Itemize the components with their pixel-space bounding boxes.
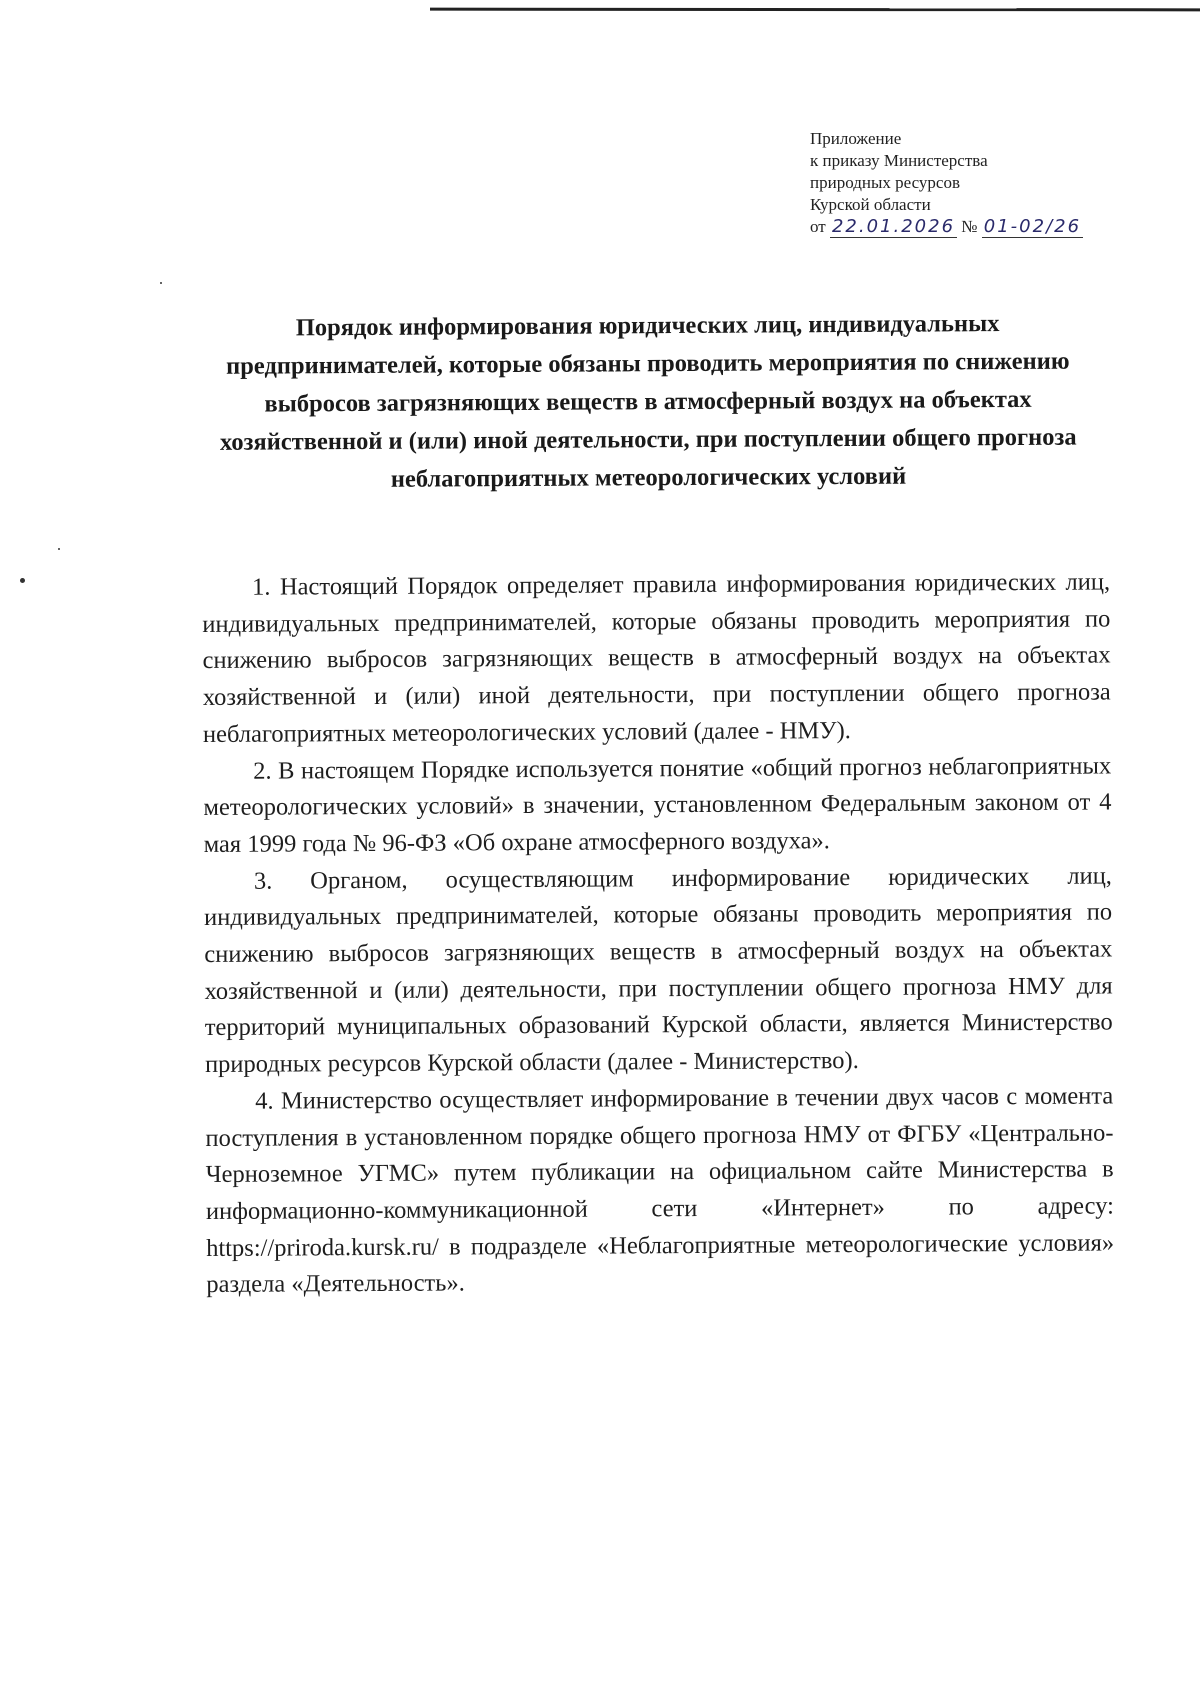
document-title: Порядок информирования юридических лиц, индивидуальных предпринимателей, которые обязаны проводить мероприятия по снижению выбросов загрязняющих веществ в атмосферный воздух на объектах хозяйственной и (или) иной деятельности, при поступлении общего прогноза неблагоприятных метеорологических условий xyxy=(219,310,1077,493)
appendix-line: природных ресурсов xyxy=(810,173,960,192)
scan-speck xyxy=(20,578,25,583)
from-label: от xyxy=(810,217,826,236)
paragraph-4: 4. Министерство осуществляет информирование в течении двух часов с момента поступления в установленном порядке общего прогноза НМУ от ФГБУ «Центрально-Черноземное УГМС» путем публикации на официальном сайте Министерства в информационно-коммуникационной сети «Интернет» по адресу: https://priroda.kursk.ru/ в подразделе «Неблагоприятные метеорологические условия» раздела «Деятельность». xyxy=(205,1082,1115,1299)
document-body xyxy=(202,564,1114,1304)
appendix-block xyxy=(810,128,1170,238)
appendix-line: к приказу Министерства xyxy=(810,151,988,170)
handwritten-date: 22.01.2026 xyxy=(831,216,956,237)
paragraph-2: 2. В настоящем Порядке используется понятие «общий прогноз неблагоприятных метеорологических условий» в значении, установленном Федеральным законом от 4 мая 1999 года № 96-ФЗ «Об охране атмосферного воздуха». xyxy=(203,751,1112,858)
paragraph-1: 1. Настоящий Порядок определяет правила информирования юридических лиц, индивидуальных предпринимателей, которые обязаны проводить мероприятия по снижению выбросов загрязняющих веществ в атмосферный воздух на объектах хозяйственной и (или) иной деятельности, при поступлении общего прогноза неблагоприятных метеорологических условий (далее - НМУ). xyxy=(202,568,1111,748)
scan-speck xyxy=(160,282,162,284)
scan-speck xyxy=(58,548,60,550)
appendix-line: Приложение xyxy=(810,129,902,148)
paragraph-3: 3. Органом, осуществляющим информирование юридических лиц, индивидуальных предпринимателей, которые обязаны проводить мероприятия по снижению выбросов загрязняющих веществ в атмосферный воздух на объектах хозяйственной и (или) деятельности, при поступлении общего прогноза НМУ для территорий муниципальных образований Курской области, является Министерство природных ресурсов Курской области (далее - Министерство). xyxy=(204,862,1113,1079)
scan-edge-line xyxy=(430,8,1200,12)
appendix-date-line xyxy=(810,216,1170,238)
handwritten-number: 01-02/26 xyxy=(983,216,1082,237)
appendix-line: Курской области xyxy=(810,195,931,214)
number-label: № xyxy=(961,217,978,236)
